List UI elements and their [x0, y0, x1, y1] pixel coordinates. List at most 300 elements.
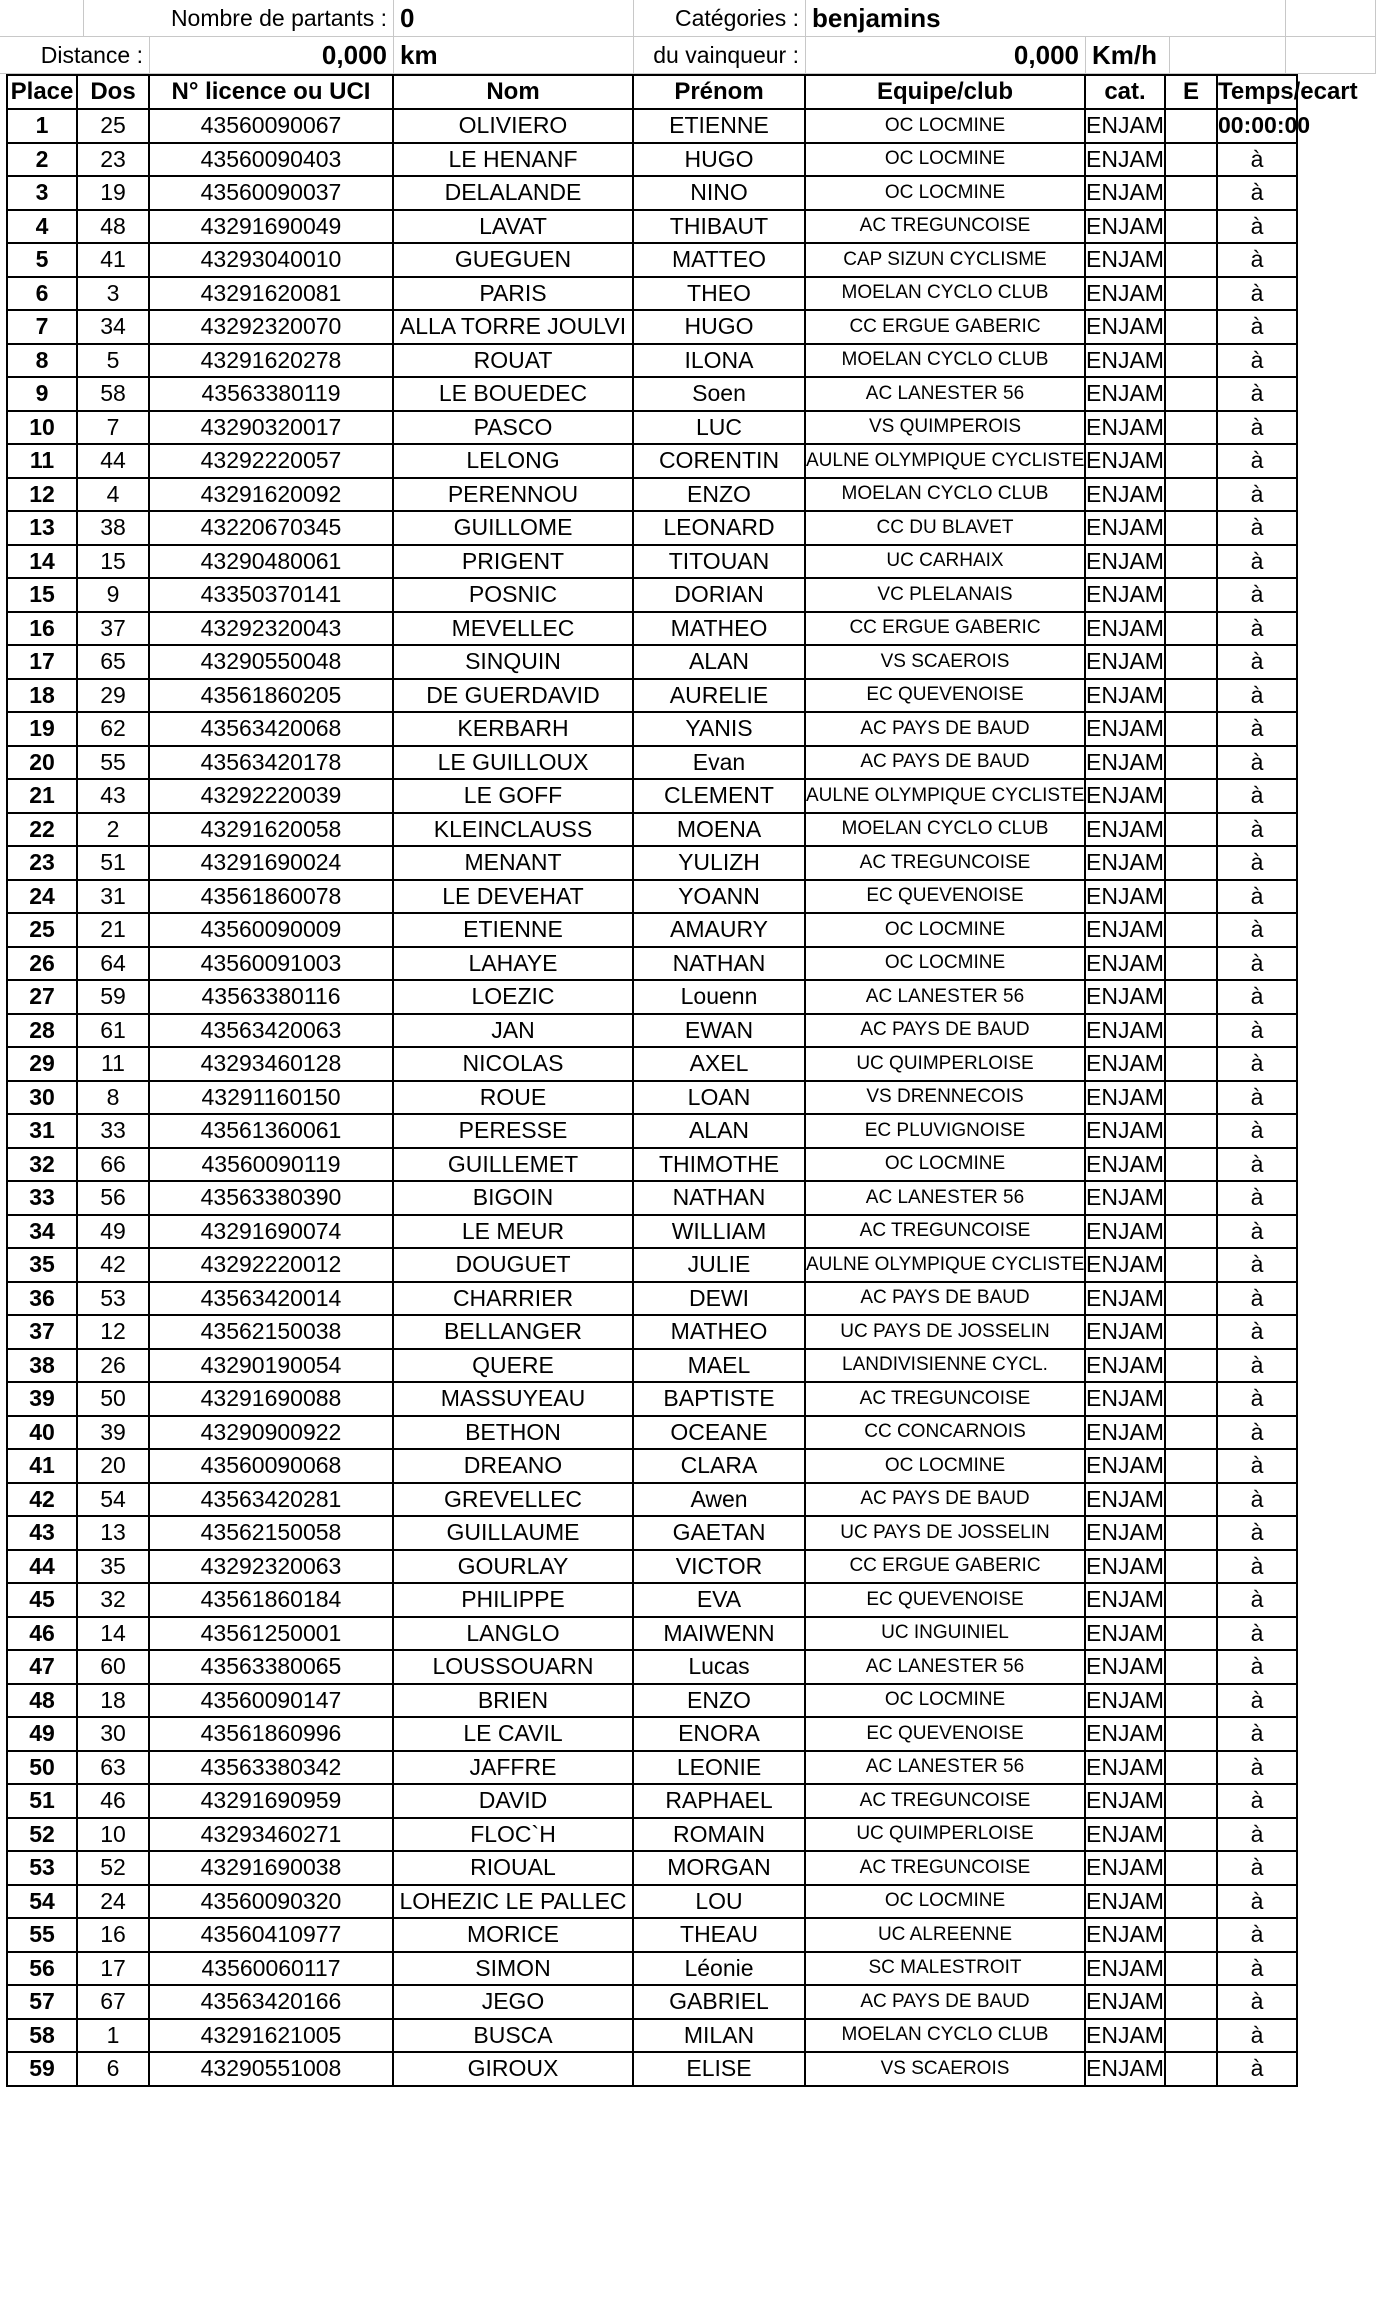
prenom-cell: Lucas: [633, 1650, 805, 1684]
table-row: [7, 310, 1297, 344]
prenom-cell: THEAU: [633, 1918, 805, 1952]
prenom-cell: LOU: [633, 1885, 805, 1919]
temps-cell: à: [1217, 980, 1297, 1014]
nom-cell: DOUGUET: [393, 1248, 633, 1282]
cat-cell: ENJAM: [1085, 947, 1165, 981]
prenom-cell: HUGO: [633, 310, 805, 344]
e-cell: [1165, 1550, 1217, 1584]
prenom-cell: Awen: [633, 1483, 805, 1517]
licence-cell: 43220670345: [149, 511, 393, 545]
licence-cell: 43291620058: [149, 813, 393, 847]
dos-cell: 8: [77, 1081, 149, 1115]
licence-cell: 43290551008: [149, 2052, 393, 2086]
temps-cell: à: [1217, 1315, 1297, 1349]
licence-cell: 43291620081: [149, 277, 393, 311]
header-cell-empty: [1286, 0, 1376, 37]
dos-cell: 66: [77, 1148, 149, 1182]
temps-cell: à: [1217, 1684, 1297, 1718]
club-cell: VS SCAEROIS: [805, 645, 1085, 679]
table-row: [7, 176, 1297, 210]
dos-cell: 55: [77, 746, 149, 780]
nom-cell: KLEINCLAUSS: [393, 813, 633, 847]
temps-cell: à: [1217, 1717, 1297, 1751]
place-cell: 46: [7, 1617, 77, 1651]
e-cell: [1165, 277, 1217, 311]
col-temps-header: Temps/ecart: [1217, 75, 1297, 109]
nom-cell: MORICE: [393, 1918, 633, 1952]
licence-cell: 43562150038: [149, 1315, 393, 1349]
club-cell: CC ERGUE GABERIC: [805, 612, 1085, 646]
nom-cell: SIMON: [393, 1952, 633, 1986]
temps-cell: à: [1217, 746, 1297, 780]
temps-cell: à: [1217, 679, 1297, 713]
column-header-row: [7, 75, 1297, 109]
table-row: [7, 1918, 1297, 1952]
licence-cell: 43563380342: [149, 1751, 393, 1785]
cat-cell: ENJAM: [1085, 645, 1165, 679]
dos-cell: 54: [77, 1483, 149, 1517]
nom-cell: ROUAT: [393, 344, 633, 378]
cat-cell: ENJAM: [1085, 143, 1165, 177]
e-cell: [1165, 1416, 1217, 1450]
prenom-cell: GABRIEL: [633, 1985, 805, 2019]
cat-cell: ENJAM: [1085, 712, 1165, 746]
place-cell: 30: [7, 1081, 77, 1115]
club-cell: EC PLUVIGNOISE: [805, 1114, 1085, 1148]
licence-cell: 43561360061: [149, 1114, 393, 1148]
licence-cell: 43563420063: [149, 1014, 393, 1048]
temps-cell: à: [1217, 1751, 1297, 1785]
licence-cell: 43563420281: [149, 1483, 393, 1517]
table-row: [7, 578, 1297, 612]
club-cell: CC ERGUE GABERIC: [805, 1550, 1085, 1584]
nom-cell: LE DEVEHAT: [393, 880, 633, 914]
header-row-2: [0, 37, 1376, 74]
licence-cell: 43560090009: [149, 913, 393, 947]
licence-cell: 43560410977: [149, 1918, 393, 1952]
club-cell: MOELAN CYCLO CLUB: [805, 277, 1085, 311]
e-cell: [1165, 1449, 1217, 1483]
club-cell: AC TREGUNCOISE: [805, 210, 1085, 244]
temps-cell: à: [1217, 1181, 1297, 1215]
e-cell: [1165, 813, 1217, 847]
prenom-cell: ILONA: [633, 344, 805, 378]
club-cell: VS QUIMPEROIS: [805, 411, 1085, 445]
place-cell: 2: [7, 143, 77, 177]
prenom-cell: HUGO: [633, 143, 805, 177]
dos-cell: 17: [77, 1952, 149, 1986]
e-cell: [1165, 1885, 1217, 1919]
table-row: [7, 712, 1297, 746]
table-row: [7, 2052, 1297, 2086]
prenom-cell: WILLIAM: [633, 1215, 805, 1249]
cat-cell: ENJAM: [1085, 1315, 1165, 1349]
table-row: [7, 1985, 1297, 2019]
prenom-cell: OCEANE: [633, 1416, 805, 1450]
table-row: [7, 1751, 1297, 1785]
dos-cell: 20: [77, 1449, 149, 1483]
e-cell: [1165, 1617, 1217, 1651]
dos-cell: 63: [77, 1751, 149, 1785]
licence-cell: 43292220039: [149, 779, 393, 813]
licence-cell: 43350370141: [149, 578, 393, 612]
table-row: [7, 1483, 1297, 1517]
table-row: [7, 1818, 1297, 1852]
table-row: [7, 411, 1297, 445]
prenom-cell: MATTEO: [633, 243, 805, 277]
table-row: [7, 277, 1297, 311]
place-cell: 44: [7, 1550, 77, 1584]
club-cell: EC QUEVENOISE: [805, 1583, 1085, 1617]
prenom-cell: CORENTIN: [633, 444, 805, 478]
prenom-cell: THEO: [633, 277, 805, 311]
nom-cell: QUERE: [393, 1349, 633, 1383]
cat-cell: ENJAM: [1085, 210, 1165, 244]
licence-cell: 43563380119: [149, 377, 393, 411]
dos-cell: 19: [77, 176, 149, 210]
cat-cell: ENJAM: [1085, 1717, 1165, 1751]
dos-cell: 6: [77, 2052, 149, 2086]
club-cell: EC QUEVENOISE: [805, 1717, 1085, 1751]
categories-value: benjamins: [806, 0, 1286, 37]
club-cell: AC LANESTER 56: [805, 377, 1085, 411]
table-row: [7, 813, 1297, 847]
temps-cell: à: [1217, 1382, 1297, 1416]
nom-cell: LE GOFF: [393, 779, 633, 813]
prenom-cell: ETIENNE: [633, 109, 805, 143]
prenom-cell: RAPHAEL: [633, 1784, 805, 1818]
nom-cell: LE HENANF: [393, 143, 633, 177]
prenom-cell: DEWI: [633, 1282, 805, 1316]
temps-cell: à: [1217, 779, 1297, 813]
table-row: [7, 1684, 1297, 1718]
cat-cell: ENJAM: [1085, 1617, 1165, 1651]
place-cell: 12: [7, 478, 77, 512]
table-row: [7, 210, 1297, 244]
table-row: [7, 545, 1297, 579]
place-cell: 24: [7, 880, 77, 914]
nom-cell: GUEGUEN: [393, 243, 633, 277]
dos-cell: 53: [77, 1282, 149, 1316]
table-row: [7, 1885, 1297, 1919]
e-cell: [1165, 1349, 1217, 1383]
nom-cell: MENANT: [393, 846, 633, 880]
cat-cell: ENJAM: [1085, 1885, 1165, 1919]
prenom-cell: ELISE: [633, 2052, 805, 2086]
table-row: [7, 746, 1297, 780]
cat-cell: ENJAM: [1085, 813, 1165, 847]
licence-cell: 43290900922: [149, 1416, 393, 1450]
place-cell: 9: [7, 377, 77, 411]
temps-cell: à: [1217, 243, 1297, 277]
dos-cell: 48: [77, 210, 149, 244]
prenom-cell: TITOUAN: [633, 545, 805, 579]
speed-unit: Km/h: [1086, 37, 1170, 74]
dos-cell: 29: [77, 679, 149, 713]
club-cell: UC INGUINIEL: [805, 1617, 1085, 1651]
place-cell: 45: [7, 1583, 77, 1617]
dos-cell: 44: [77, 444, 149, 478]
temps-cell: à: [1217, 913, 1297, 947]
place-cell: 32: [7, 1148, 77, 1182]
licence-cell: 43291160150: [149, 1081, 393, 1115]
table-row: [7, 1851, 1297, 1885]
licence-cell: 43563380116: [149, 980, 393, 1014]
nom-cell: LOHEZIC LE PALLEC: [393, 1885, 633, 1919]
place-cell: 21: [7, 779, 77, 813]
temps-cell: 00:00:00: [1217, 109, 1297, 143]
col-prenom-header: Prénom: [633, 75, 805, 109]
table-row: [7, 1114, 1297, 1148]
prenom-cell: LEONARD: [633, 511, 805, 545]
licence-cell: 43563380065: [149, 1650, 393, 1684]
licence-cell: 43561250001: [149, 1617, 393, 1651]
dos-cell: 51: [77, 846, 149, 880]
e-cell: [1165, 1818, 1217, 1852]
licence-cell: 43293460271: [149, 1818, 393, 1852]
club-cell: AC PAYS DE BAUD: [805, 1282, 1085, 1316]
prenom-cell: AMAURY: [633, 913, 805, 947]
dos-cell: 46: [77, 1784, 149, 1818]
e-cell: [1165, 545, 1217, 579]
cat-cell: ENJAM: [1085, 243, 1165, 277]
col-dos-header: Dos: [77, 75, 149, 109]
club-cell: UC PAYS DE JOSSELIN: [805, 1315, 1085, 1349]
cat-cell: ENJAM: [1085, 880, 1165, 914]
e-cell: [1165, 746, 1217, 780]
place-cell: 49: [7, 1717, 77, 1751]
nom-cell: PERENNOU: [393, 478, 633, 512]
table-row: [7, 1550, 1297, 1584]
e-cell: [1165, 1248, 1217, 1282]
place-cell: 37: [7, 1315, 77, 1349]
table-row: [7, 1650, 1297, 1684]
e-cell: [1165, 1081, 1217, 1115]
e-cell: [1165, 109, 1217, 143]
nom-cell: PRIGENT: [393, 545, 633, 579]
table-row: [7, 344, 1297, 378]
cat-cell: ENJAM: [1085, 1014, 1165, 1048]
temps-cell: à: [1217, 143, 1297, 177]
dos-cell: 59: [77, 980, 149, 1014]
licence-cell: 43291690038: [149, 1851, 393, 1885]
club-cell: AULNE OLYMPIQUE CYCLISTE: [805, 779, 1085, 813]
table-row: [7, 645, 1297, 679]
place-cell: 34: [7, 1215, 77, 1249]
cat-cell: ENJAM: [1085, 1918, 1165, 1952]
e-cell: [1165, 679, 1217, 713]
place-cell: 39: [7, 1382, 77, 1416]
nom-cell: LOUSSOUARN: [393, 1650, 633, 1684]
nom-cell: GUILLAUME: [393, 1516, 633, 1550]
nom-cell: DREANO: [393, 1449, 633, 1483]
temps-cell: à: [1217, 1483, 1297, 1517]
temps-cell: à: [1217, 947, 1297, 981]
prenom-cell: ALAN: [633, 1114, 805, 1148]
temps-cell: à: [1217, 210, 1297, 244]
cat-cell: ENJAM: [1085, 1784, 1165, 1818]
table-row: [7, 1516, 1297, 1550]
temps-cell: à: [1217, 645, 1297, 679]
table-row: [7, 1449, 1297, 1483]
prenom-cell: ENZO: [633, 1684, 805, 1718]
place-cell: 31: [7, 1114, 77, 1148]
e-cell: [1165, 2052, 1217, 2086]
table-row: [7, 880, 1297, 914]
licence-cell: 43291690074: [149, 1215, 393, 1249]
place-cell: 29: [7, 1047, 77, 1081]
club-cell: AC TREGUNCOISE: [805, 1215, 1085, 1249]
nom-cell: LE BOUEDEC: [393, 377, 633, 411]
licence-cell: 43562150058: [149, 1516, 393, 1550]
e-cell: [1165, 1315, 1217, 1349]
prenom-cell: MILAN: [633, 2019, 805, 2053]
dos-cell: 56: [77, 1181, 149, 1215]
prenom-cell: YOANN: [633, 880, 805, 914]
place-cell: 51: [7, 1784, 77, 1818]
cat-cell: ENJAM: [1085, 980, 1165, 1014]
e-cell: [1165, 712, 1217, 746]
nom-cell: OLIVIERO: [393, 109, 633, 143]
dos-cell: 25: [77, 109, 149, 143]
licence-cell: 43292220012: [149, 1248, 393, 1282]
nom-cell: BELLANGER: [393, 1315, 633, 1349]
place-cell: 8: [7, 344, 77, 378]
table-row: [7, 1717, 1297, 1751]
dos-cell: 24: [77, 1885, 149, 1919]
nom-cell: GUILLOME: [393, 511, 633, 545]
cat-cell: ENJAM: [1085, 1751, 1165, 1785]
licence-cell: 43563420068: [149, 712, 393, 746]
club-cell: OC LOCMINE: [805, 143, 1085, 177]
table-row: [7, 1617, 1297, 1651]
nom-cell: PHILIPPE: [393, 1583, 633, 1617]
cat-cell: ENJAM: [1085, 1248, 1165, 1282]
col-place-header: Place: [7, 75, 77, 109]
nom-cell: LE MEUR: [393, 1215, 633, 1249]
prenom-cell: MOENA: [633, 813, 805, 847]
cat-cell: ENJAM: [1085, 1684, 1165, 1718]
temps-cell: à: [1217, 1081, 1297, 1115]
e-cell: [1165, 1952, 1217, 1986]
cat-cell: ENJAM: [1085, 1449, 1165, 1483]
dos-cell: 67: [77, 1985, 149, 2019]
place-cell: 1: [7, 109, 77, 143]
e-cell: [1165, 1985, 1217, 2019]
nom-cell: LAHAYE: [393, 947, 633, 981]
e-cell: [1165, 779, 1217, 813]
prenom-cell: CLEMENT: [633, 779, 805, 813]
table-row: [7, 1349, 1297, 1383]
prenom-cell: CLARA: [633, 1449, 805, 1483]
dos-cell: 33: [77, 1114, 149, 1148]
place-cell: 36: [7, 1282, 77, 1316]
temps-cell: à: [1217, 1985, 1297, 2019]
temps-cell: à: [1217, 2019, 1297, 2053]
place-cell: 17: [7, 645, 77, 679]
club-cell: AC TREGUNCOISE: [805, 846, 1085, 880]
nom-cell: PARIS: [393, 277, 633, 311]
e-cell: [1165, 980, 1217, 1014]
cat-cell: ENJAM: [1085, 1148, 1165, 1182]
dos-cell: 42: [77, 1248, 149, 1282]
cat-cell: ENJAM: [1085, 444, 1165, 478]
prenom-cell: GAETAN: [633, 1516, 805, 1550]
licence-cell: 43560090320: [149, 1885, 393, 1919]
club-cell: SC MALESTROIT: [805, 1952, 1085, 1986]
header-row-1: [0, 0, 1376, 37]
cat-cell: ENJAM: [1085, 1583, 1165, 1617]
dos-cell: 23: [77, 143, 149, 177]
place-cell: 27: [7, 980, 77, 1014]
e-cell: [1165, 143, 1217, 177]
nom-cell: SINQUIN: [393, 645, 633, 679]
club-cell: VS DRENNECOIS: [805, 1081, 1085, 1115]
dos-cell: 7: [77, 411, 149, 445]
club-cell: AC LANESTER 56: [805, 1181, 1085, 1215]
partants-label: Nombre de partants :: [84, 0, 394, 37]
club-cell: VC PLELANAIS: [805, 578, 1085, 612]
dos-cell: 35: [77, 1550, 149, 1584]
cat-cell: ENJAM: [1085, 277, 1165, 311]
licence-cell: 43291621005: [149, 2019, 393, 2053]
club-cell: AC PAYS DE BAUD: [805, 746, 1085, 780]
nom-cell: NICOLAS: [393, 1047, 633, 1081]
licence-cell: 43560090147: [149, 1684, 393, 1718]
cat-cell: ENJAM: [1085, 1483, 1165, 1517]
nom-cell: BUSCA: [393, 2019, 633, 2053]
nom-cell: DE GUERDAVID: [393, 679, 633, 713]
place-cell: 20: [7, 746, 77, 780]
club-cell: OC LOCMINE: [805, 947, 1085, 981]
nom-cell: LE CAVIL: [393, 1717, 633, 1751]
licence-cell: 43291690959: [149, 1784, 393, 1818]
e-cell: [1165, 1650, 1217, 1684]
nom-cell: PASCO: [393, 411, 633, 445]
e-cell: [1165, 1751, 1217, 1785]
place-cell: 58: [7, 2019, 77, 2053]
e-cell: [1165, 1014, 1217, 1048]
temps-cell: à: [1217, 1851, 1297, 1885]
cat-cell: ENJAM: [1085, 913, 1165, 947]
cat-cell: ENJAM: [1085, 1114, 1165, 1148]
partants-value: 0: [394, 0, 634, 37]
place-cell: 16: [7, 612, 77, 646]
cat-cell: ENJAM: [1085, 1952, 1165, 1986]
nom-cell: ROUE: [393, 1081, 633, 1115]
nom-cell: JEGO: [393, 1985, 633, 2019]
club-cell: AC PAYS DE BAUD: [805, 1483, 1085, 1517]
e-cell: [1165, 478, 1217, 512]
e-cell: [1165, 444, 1217, 478]
club-cell: AC PAYS DE BAUD: [805, 1014, 1085, 1048]
cat-cell: ENJAM: [1085, 612, 1165, 646]
distance-unit: km: [394, 37, 634, 74]
temps-cell: à: [1217, 1449, 1297, 1483]
dos-cell: 21: [77, 913, 149, 947]
place-cell: 10: [7, 411, 77, 445]
cat-cell: ENJAM: [1085, 679, 1165, 713]
e-cell: [1165, 243, 1217, 277]
club-cell: MOELAN CYCLO CLUB: [805, 344, 1085, 378]
club-cell: AC LANESTER 56: [805, 980, 1085, 1014]
speed-value: 0,000: [806, 37, 1086, 74]
dos-cell: 65: [77, 645, 149, 679]
place-cell: 26: [7, 947, 77, 981]
licence-cell: 43561860996: [149, 1717, 393, 1751]
temps-cell: à: [1217, 1952, 1297, 1986]
dos-cell: 32: [77, 1583, 149, 1617]
